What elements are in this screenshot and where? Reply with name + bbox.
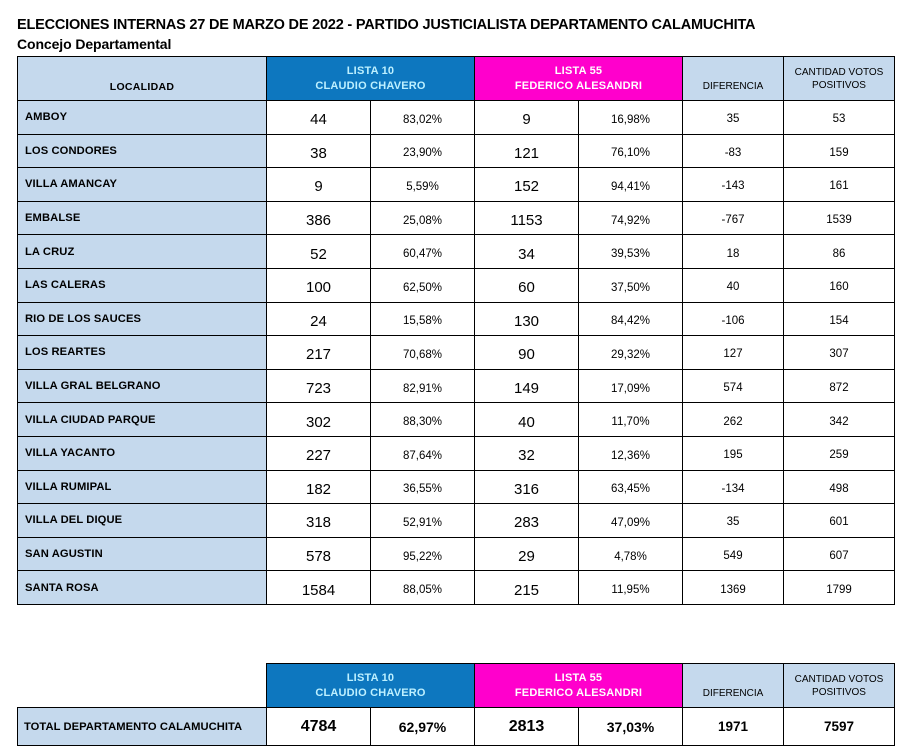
lista55-votes: 283 xyxy=(475,504,579,538)
locality-name: VILLA GRAL BELGRANO xyxy=(18,369,267,403)
locality-name: VILLA AMANCAY xyxy=(18,168,267,202)
votos-positivos-value: 259 xyxy=(784,436,895,470)
lista10-percent: 52,91% xyxy=(371,504,475,538)
lista55-votes: 121 xyxy=(475,134,579,168)
column-header-lista-55 xyxy=(475,57,683,101)
lista55-percent: 29,32% xyxy=(579,336,683,370)
votos-positivos-value: 872 xyxy=(784,369,895,403)
lista55-votes: 90 xyxy=(475,336,579,370)
lista-55-candidate: FEDERICO ALESANDRI xyxy=(514,79,643,92)
votos-positivos-value: 607 xyxy=(784,537,895,571)
totals-lista-55-candidate: FEDERICO ALESANDRI xyxy=(514,686,643,699)
totals-lista-10-candidate: CLAUDIO CHAVERO xyxy=(315,686,426,699)
diferencia-value: 18 xyxy=(683,235,784,269)
lista10-votes: 723 xyxy=(267,369,371,403)
lista10-percent: 25,08% xyxy=(371,201,475,235)
column-header-lista-10 xyxy=(267,57,475,101)
results-table xyxy=(17,56,895,605)
totals-lista-55-number: LISTA 55 xyxy=(554,671,603,684)
table-row xyxy=(18,504,895,538)
locality-name: AMBOY xyxy=(18,101,267,135)
page-title-block xyxy=(17,16,877,53)
totals-table-container xyxy=(17,663,895,746)
results-table-body xyxy=(18,101,895,605)
votos-positivos-value: 1799 xyxy=(784,571,895,605)
lista55-percent: 12,36% xyxy=(579,436,683,470)
lista10-votes: 302 xyxy=(267,403,371,437)
diferencia-value: 127 xyxy=(683,336,784,370)
locality-name: LOS REARTES xyxy=(18,336,267,370)
lista10-percent: 70,68% xyxy=(371,336,475,370)
table-row xyxy=(18,537,895,571)
totals-lista10-votes: 4784 xyxy=(267,708,371,746)
votos-positivos-value: 86 xyxy=(784,235,895,269)
totals-column-header-diferencia: DIFERENCIA xyxy=(683,664,784,708)
totals-votos-positivos-line2: POSITIVOS xyxy=(812,686,866,698)
lista10-votes: 38 xyxy=(267,134,371,168)
diferencia-value: 40 xyxy=(683,268,784,302)
column-header-votos-positivos xyxy=(784,57,895,101)
lista10-percent: 87,64% xyxy=(371,436,475,470)
lista10-votes: 217 xyxy=(267,336,371,370)
table-row xyxy=(18,403,895,437)
diferencia-value: -143 xyxy=(683,168,784,202)
lista55-percent: 84,42% xyxy=(579,302,683,336)
lista10-percent: 36,55% xyxy=(371,470,475,504)
lista10-votes: 44 xyxy=(267,101,371,135)
diferencia-value: 549 xyxy=(683,537,784,571)
totals-lista-10-number: LISTA 10 xyxy=(346,671,395,684)
diferencia-value: 35 xyxy=(683,504,784,538)
diferencia-value: 35 xyxy=(683,101,784,135)
table-header-row xyxy=(18,57,895,101)
lista55-votes: 32 xyxy=(475,436,579,470)
votos-positivos-value: 160 xyxy=(784,268,895,302)
locality-name: EMBALSE xyxy=(18,201,267,235)
lista55-votes: 215 xyxy=(475,571,579,605)
lista55-votes: 130 xyxy=(475,302,579,336)
totals-lista10-percent: 62,97% xyxy=(371,708,475,746)
votos-positivos-value: 342 xyxy=(784,403,895,437)
totals-label: TOTAL DEPARTAMENTO CALAMUCHITA xyxy=(18,708,267,746)
votos-positivos-value: 1539 xyxy=(784,201,895,235)
lista10-percent: 23,90% xyxy=(371,134,475,168)
lista55-percent: 63,45% xyxy=(579,470,683,504)
votos-positivos-value: 307 xyxy=(784,336,895,370)
locality-name: VILLA DEL DIQUE xyxy=(18,504,267,538)
lista10-percent: 83,02% xyxy=(371,101,475,135)
lista-10-number: LISTA 10 xyxy=(346,64,395,77)
lista55-percent: 16,98% xyxy=(579,101,683,135)
lista-10-candidate: CLAUDIO CHAVERO xyxy=(315,79,426,92)
lista55-votes: 9 xyxy=(475,101,579,135)
locality-name: VILLA YACANTO xyxy=(18,436,267,470)
totals-votos-positivos: 7597 xyxy=(784,708,895,746)
totals-votos-positivos-line1: CANTIDAD VOTOS xyxy=(794,673,884,685)
totals-column-header-lista-55 xyxy=(475,664,683,708)
lista10-percent: 88,30% xyxy=(371,403,475,437)
lista10-votes: 52 xyxy=(267,235,371,269)
results-table-container xyxy=(17,56,895,605)
lista10-percent: 15,58% xyxy=(371,302,475,336)
lista55-votes: 1153 xyxy=(475,201,579,235)
diferencia-value: -134 xyxy=(683,470,784,504)
lista10-percent: 95,22% xyxy=(371,537,475,571)
column-header-localidad: LOCALIDAD xyxy=(18,57,267,101)
diferencia-value: -83 xyxy=(683,134,784,168)
lista55-percent: 37,50% xyxy=(579,268,683,302)
lista55-votes: 34 xyxy=(475,235,579,269)
table-row xyxy=(18,571,895,605)
locality-name: LA CRUZ xyxy=(18,235,267,269)
table-row xyxy=(18,336,895,370)
totals-lista55-votes: 2813 xyxy=(475,708,579,746)
table-row xyxy=(18,201,895,235)
lista55-votes: 149 xyxy=(475,369,579,403)
totals-header-spacer xyxy=(18,664,267,708)
locality-name: SAN AGUSTIN xyxy=(18,537,267,571)
table-row xyxy=(18,436,895,470)
votos-positivos-line2: POSITIVOS xyxy=(812,79,866,91)
lista55-percent: 11,95% xyxy=(579,571,683,605)
lista10-votes: 578 xyxy=(267,537,371,571)
lista55-percent: 94,41% xyxy=(579,168,683,202)
diferencia-value: 262 xyxy=(683,403,784,437)
locality-name: SANTA ROSA xyxy=(18,571,267,605)
lista55-votes: 60 xyxy=(475,268,579,302)
locality-name: LAS CALERAS xyxy=(18,268,267,302)
votos-positivos-line1: CANTIDAD VOTOS xyxy=(794,66,884,78)
diferencia-value: 574 xyxy=(683,369,784,403)
totals-diferencia: 1971 xyxy=(683,708,784,746)
table-row xyxy=(18,134,895,168)
lista55-percent: 74,92% xyxy=(579,201,683,235)
totals-column-header-lista-10 xyxy=(267,664,475,708)
votos-positivos-value: 53 xyxy=(784,101,895,135)
lista55-percent: 76,10% xyxy=(579,134,683,168)
totals-header-row xyxy=(18,664,895,708)
lista55-percent: 17,09% xyxy=(579,369,683,403)
lista10-votes: 24 xyxy=(267,302,371,336)
lista10-percent: 62,50% xyxy=(371,268,475,302)
totals-column-header-votos-positivos xyxy=(784,664,895,708)
table-row xyxy=(18,235,895,269)
lista55-percent: 11,70% xyxy=(579,403,683,437)
diferencia-value: 1369 xyxy=(683,571,784,605)
votos-positivos-value: 154 xyxy=(784,302,895,336)
lista10-votes: 318 xyxy=(267,504,371,538)
lista55-votes: 152 xyxy=(475,168,579,202)
diferencia-value: -767 xyxy=(683,201,784,235)
lista10-votes: 100 xyxy=(267,268,371,302)
lista55-percent: 47,09% xyxy=(579,504,683,538)
lista55-votes: 29 xyxy=(475,537,579,571)
lista10-votes: 9 xyxy=(267,168,371,202)
table-row xyxy=(18,302,895,336)
table-row xyxy=(18,101,895,135)
lista55-votes: 316 xyxy=(475,470,579,504)
votos-positivos-value: 498 xyxy=(784,470,895,504)
lista10-votes: 227 xyxy=(267,436,371,470)
locality-name: RIO DE LOS SAUCES xyxy=(18,302,267,336)
page-title: ELECCIONES INTERNAS 27 DE MARZO DE 2022 - PARTIDO JUSTICIALISTA DEPARTAMENTO CALAMUCHITA xyxy=(17,17,756,33)
diferencia-value: 195 xyxy=(683,436,784,470)
table-row xyxy=(18,268,895,302)
lista10-percent: 60,47% xyxy=(371,235,475,269)
votos-positivos-value: 601 xyxy=(784,504,895,538)
totals-row xyxy=(18,708,895,746)
locality-name: VILLA CIUDAD PARQUE xyxy=(18,403,267,437)
lista10-percent: 5,59% xyxy=(371,168,475,202)
table-row xyxy=(18,168,895,202)
votos-positivos-value: 161 xyxy=(784,168,895,202)
totals-lista55-percent: 37,03% xyxy=(579,708,683,746)
lista55-percent: 39,53% xyxy=(579,235,683,269)
votos-positivos-value: 159 xyxy=(784,134,895,168)
lista-55-number: LISTA 55 xyxy=(554,64,603,77)
lista10-votes: 386 xyxy=(267,201,371,235)
lista10-percent: 88,05% xyxy=(371,571,475,605)
locality-name: LOS CONDORES xyxy=(18,134,267,168)
lista10-votes: 182 xyxy=(267,470,371,504)
table-row xyxy=(18,369,895,403)
diferencia-value: -106 xyxy=(683,302,784,336)
column-header-diferencia: DIFERENCIA xyxy=(683,57,784,101)
lista10-votes: 1584 xyxy=(267,571,371,605)
lista10-percent: 82,91% xyxy=(371,369,475,403)
page-subtitle: Concejo Departamental xyxy=(17,36,172,52)
lista55-votes: 40 xyxy=(475,403,579,437)
lista55-percent: 4,78% xyxy=(579,537,683,571)
table-row xyxy=(18,470,895,504)
locality-name: VILLA RUMIPAL xyxy=(18,470,267,504)
totals-table xyxy=(17,663,895,746)
